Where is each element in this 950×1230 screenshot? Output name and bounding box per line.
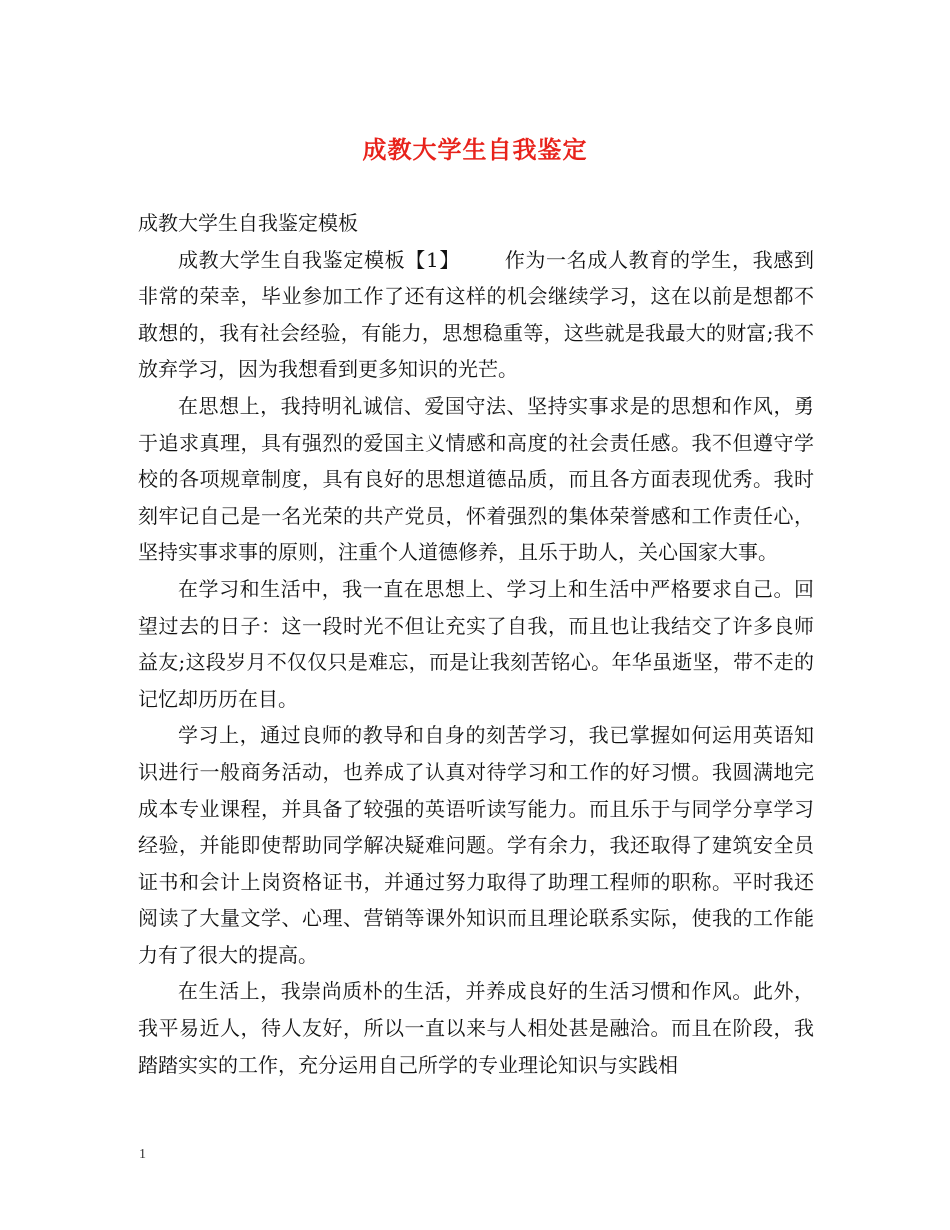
document-subtitle: 成教大学生自我鉴定模板 <box>138 211 358 235</box>
paragraph-study-life: 在学习和生活中，我一直在思想上、学习上和生活中严格要求自己。回望过去的日子：这一段时光不但让充实了自我，而且也让我结交了许多良师益友;这段岁月不仅仅只是难忘，而是让我刻苦铭心。年华虽逝坚，带不走的记忆却历历在目。 <box>138 576 814 711</box>
document-body <box>138 205 814 1083</box>
paragraph-living: 在生活上，我崇尚质朴的生活，并养成良好的生活习惯和作风。此外，我平易近人，待人友好，所以一直以来与人相处甚是融洽。而且在阶段，我踏踏实实的工作，充分运用自己所学的专业理论知识与实践相 <box>138 979 814 1077</box>
page-number: 1 <box>139 1147 146 1162</box>
paragraph-learning: 学习上，通过良师的教导和自身的刻苦学习，我已掌握如何运用英语知识进行一般商务活动，也养成了认真对待学习和工作的好习惯。我圆满地完成本专业课程，并具备了较强的英语听读写能力。而且乐于与同学分享学习经验，并能即使帮助同学解决疑难问题。学有余力，我还取得了建筑安全员证书和会计上岗资格证书，并通过努力取得了助理工程师的职称。平时我还阅读了大量文学、心理、营销等课外知识而且理论联系实际，使我的工作能力有了很大的提高。 <box>138 723 814 967</box>
paragraph-intro-text: 作为一名成人教育的学生，我感到非常的荣幸，毕业参加工作了还有这样的机会继续学习，这在以前是想都不敢想的，我有社会经验，有能力，思想稳重等，这些就是我最大的财富;我不放弃学习，因为我想看到更多知识的光芒。 <box>138 247 814 382</box>
paragraph-intro <box>138 242 814 388</box>
inline-heading: 成教大学生自我鉴定模板【1】 <box>178 247 461 272</box>
document-title: 成教大学生自我鉴定 <box>362 135 588 164</box>
paragraph-thought: 在思想上，我持明礼诚信、爱国守法、坚持实事求是的思想和作风，勇于追求真理，具有强烈的爱国主义情感和高度的社会责任感。我不但遵守学校的各项规章制度，具有良好的思想道德品质，而且各方面表现优秀。我时刻牢记自己是一名光荣的共产党员，怀着强烈的集体荣誉感和工作责任心，坚持实事求事的原则，注重个人道德修养，且乐于助人，关心国家大事。 <box>138 393 814 565</box>
